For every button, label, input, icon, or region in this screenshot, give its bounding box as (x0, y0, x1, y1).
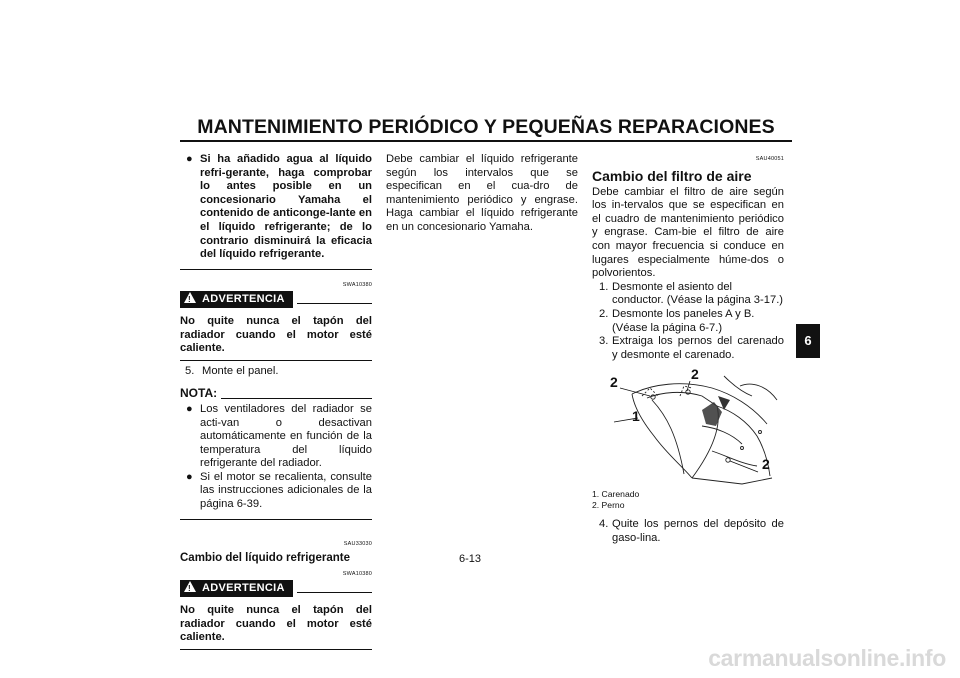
step-text: Quite los pernos del depósito de gaso-lina. (612, 518, 784, 544)
middle-column: Debe cambiar el líquido refrigerante según los intervalos que se especifican en el cua-dro de mantenimiento periódico y engrase. Haga cambiar el líquido refrigerante en un concesionario Yamaha. (386, 153, 578, 233)
step-text: Monte el panel. (202, 364, 279, 377)
step-number: 3. (599, 335, 609, 348)
divider (180, 649, 372, 650)
step-number: 1. (599, 280, 609, 293)
step-item (592, 335, 784, 362)
page-title: MANTENIMIENTO PERIÓDICO Y PEQUEÑAS REPARACIONES (197, 116, 775, 138)
warning-badge (180, 580, 293, 597)
divider (180, 269, 372, 270)
bullet-text: Los ventiladores del radiador se acti-van o desactivan automáticamente en función de la temperatura del líquido refrigerante del radiador. (200, 402, 372, 470)
bullet-icon: ● (186, 153, 193, 165)
warning-code: SWA10380 (342, 570, 372, 577)
warning-label: ADVERTENCIA (202, 582, 285, 595)
right-column (592, 153, 784, 546)
left-column (180, 153, 372, 650)
nota-header (180, 387, 372, 401)
warning-header (180, 580, 372, 597)
step-number: 2. (599, 307, 609, 320)
step-text: Extraiga los pernos del carenado y desmonte el carenado. (612, 335, 784, 361)
list-item (180, 471, 372, 512)
title-rule (180, 140, 792, 142)
step-text: Desmonte el asiento del conductor. (Véase la página 3-17.) (612, 280, 784, 307)
warning-icon (184, 292, 196, 303)
warning-badge (180, 291, 293, 308)
step-item (592, 281, 784, 308)
fairing-illustration (592, 366, 784, 488)
bullet-text: Si ha añadido agua al líquido refri-gerante, haga comprobar lo antes posible en un concesionario Yamaha el contenido de anticonge-lante en el líquido refrigerante; de lo contrario disminuirá la eficacia del líquido refrigerante. (200, 153, 372, 261)
figure-label: 2 (610, 374, 618, 391)
warning-label: ADVERTENCIA (202, 293, 285, 306)
step-item (592, 518, 784, 545)
chapter-tab: 6 (796, 324, 820, 358)
fairing-figure (592, 366, 784, 488)
bullet-icon: ● (186, 402, 193, 415)
warning-header (180, 291, 372, 308)
bullet-text: Si el motor se recalienta, consulte las instrucciones adicionales de la página 6-39. (200, 470, 372, 511)
figure-label: 1 (632, 408, 640, 425)
section-code: SAU33030 (343, 540, 372, 547)
warning-text: No quite nunca el tapón del radiador cuando el motor esté caliente. (180, 604, 372, 644)
step-number: 5. (185, 364, 195, 377)
section-code: SAU40051 (755, 156, 784, 162)
warning-icon (184, 581, 196, 592)
intro-text: Debe cambiar el filtro de aire según los in-tervalos que se especifican en el cuadro de mantenimiento periódico y engrase. Cam-bie el filtro de aire con mayor frecuencia si conduce en lugares especialmente húme-dos o polvorientos. (592, 185, 784, 280)
warning-code: SWA10380 (342, 281, 372, 288)
section-title: Cambio del líquido refrigerante (180, 552, 350, 565)
divider (297, 303, 372, 304)
page-number: 6-13 (458, 553, 482, 565)
figure-label: 2 (691, 366, 699, 383)
figure-label: 2 (762, 456, 770, 473)
caption-carenado: 1. Carenado (592, 489, 640, 500)
caption-perno: 2. Perno (592, 500, 625, 511)
divider (297, 592, 372, 593)
step-text: Desmonte los paneles A y B. (Véase la página 6-7.) (612, 307, 755, 334)
step-item (592, 308, 784, 335)
step-item (180, 365, 372, 379)
nota-label: NOTA: (180, 386, 218, 401)
watermark: carmanualsonline.info (708, 645, 946, 671)
section-title: Cambio del filtro de aire (592, 167, 752, 184)
step-number: 4. (599, 518, 609, 531)
warning-text: No quite nunca el tapón del radiador cuando el motor esté caliente. (180, 314, 372, 355)
divider (180, 360, 372, 361)
divider (221, 398, 372, 399)
divider (180, 519, 372, 520)
bullet-icon: ● (186, 470, 193, 483)
list-item (180, 153, 372, 262)
list-item (180, 403, 372, 471)
